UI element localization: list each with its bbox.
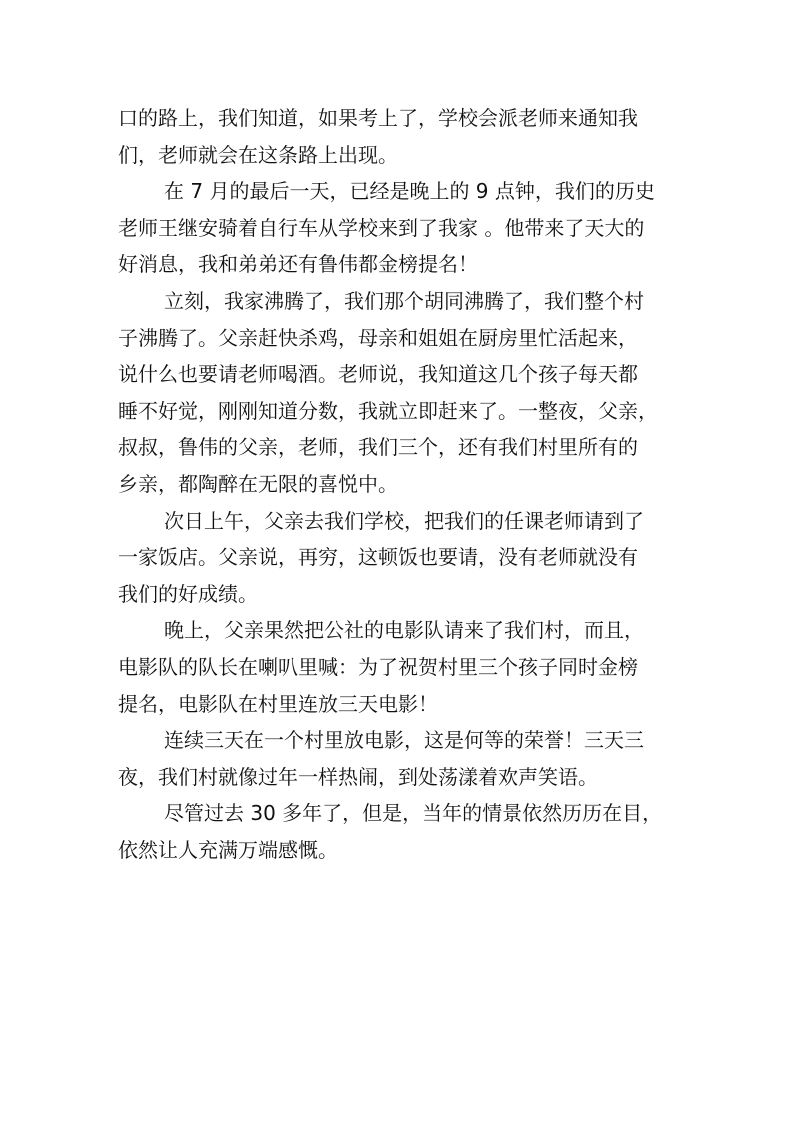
document-body — [118, 100, 684, 868]
text-line: 夜，我们村就像过年一样热闹，到处荡漾着欢声笑语。 — [118, 764, 598, 789]
text-line: 说什么也要请老师喝酒。老师说，我知道这几个孩子每天都 — [118, 362, 638, 387]
text-line: 我们的好成绩。 — [118, 581, 258, 606]
paragraph-first-line: 尽管过去 30 多年了，但是，当年的情景依然历历在目， — [164, 801, 663, 826]
paragraph-first-line: 次日上午，父亲去我们学校，把我们的任课老师请到了 — [164, 508, 644, 533]
paragraph-first-line: 连续三天在一个村里放电影，这是何等的荣誉！三天三 — [164, 728, 644, 753]
text-line: 依然让人充满万端感慨。 — [118, 837, 338, 862]
text-line: 子沸腾了。父亲赶快杀鸡，母亲和姐姐在厨房里忙活起来， — [118, 325, 638, 350]
text-line: 提名，电影队在村里连放三天电影！ — [118, 691, 438, 716]
paragraph-first-line: 在 7 月的最后一天，已经是晚上的 9 点钟，我们的历史 — [164, 179, 655, 204]
text-line: 们，老师就会在这条路上出现。 — [118, 142, 398, 167]
text-line: 睡不好觉，刚刚知道分数，我就立即赶来了。一整夜，父亲， — [118, 398, 658, 423]
text-line: 一家饭店。父亲说，再穷，这顿饭也要请，没有老师就没有 — [118, 545, 638, 570]
text-line: 老师王继安骑着自行车从学校来到了我家 。他带来了天大的 — [118, 215, 645, 240]
text-line: 电影队的队长在喇叭里喊：为了祝贺村里三个孩子同时金榜 — [118, 654, 638, 679]
text-line: 口的路上，我们知道，如果考上了，学校会派老师来通知我 — [118, 106, 638, 130]
text-line: 乡亲，都陶醉在无限的喜悦中。 — [118, 471, 398, 496]
text-line: 好消息，我和弟弟还有鲁伟都金榜提名！ — [118, 252, 478, 277]
text-line: 叔叔，鲁伟的父亲，老师，我们三个，还有我们村里所有的 — [118, 435, 638, 460]
paragraph-first-line: 立刻，我家沸腾了，我们那个胡同沸腾了，我们整个村 — [164, 288, 644, 313]
paragraph-first-line: 晚上，父亲果然把公社的电影队请来了我们村，而且， — [164, 618, 644, 643]
